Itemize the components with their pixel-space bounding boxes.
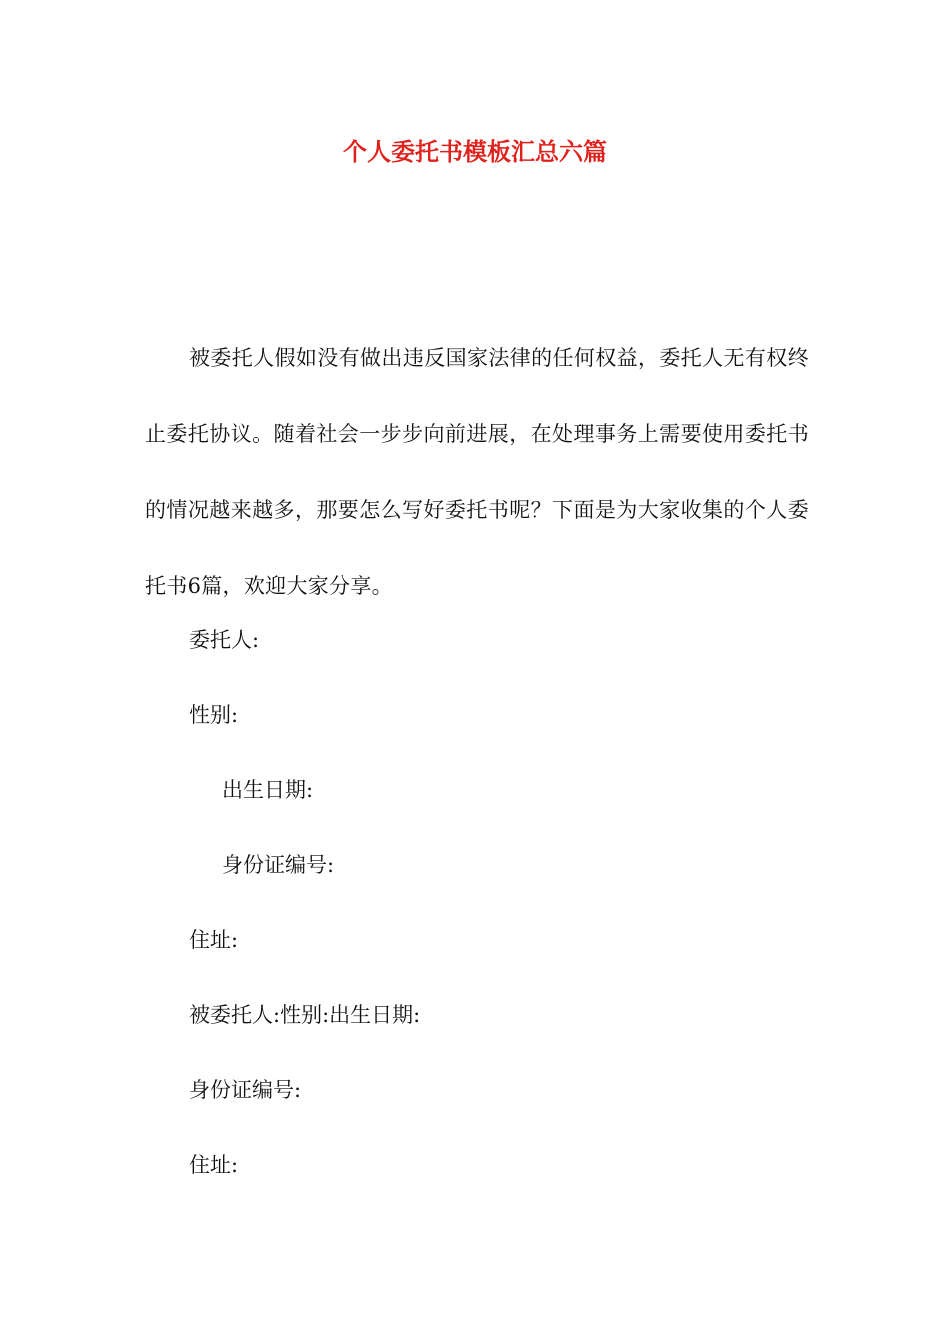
document-title: 个人委托书模板汇总六篇 <box>343 137 607 166</box>
field-address: 住址: <box>189 928 239 952</box>
field-birth-date: 出生日期: <box>222 778 314 802</box>
field-agent-address: 住址: <box>189 1153 239 1177</box>
field-id-number: 身份证编号: <box>222 853 335 877</box>
field-gender: 性别: <box>189 703 239 727</box>
field-agent-gender-birth: 被委托人:性别:出生日期: <box>189 1003 421 1027</box>
field-principal: 委托人: <box>189 628 260 652</box>
intro-paragraph: 被委托人假如没有做出违反国家法律的任何权益，委托人无有权终止委托协议。随着社会一步步向前进展，在处理事务上需要使用委托书的情况越来越多，那要怎么写好委托书呢？下面是为大家收集的个人委托书6篇，欢迎大家分享。 <box>145 346 809 598</box>
field-agent-id-number: 身份证编号: <box>189 1078 302 1102</box>
